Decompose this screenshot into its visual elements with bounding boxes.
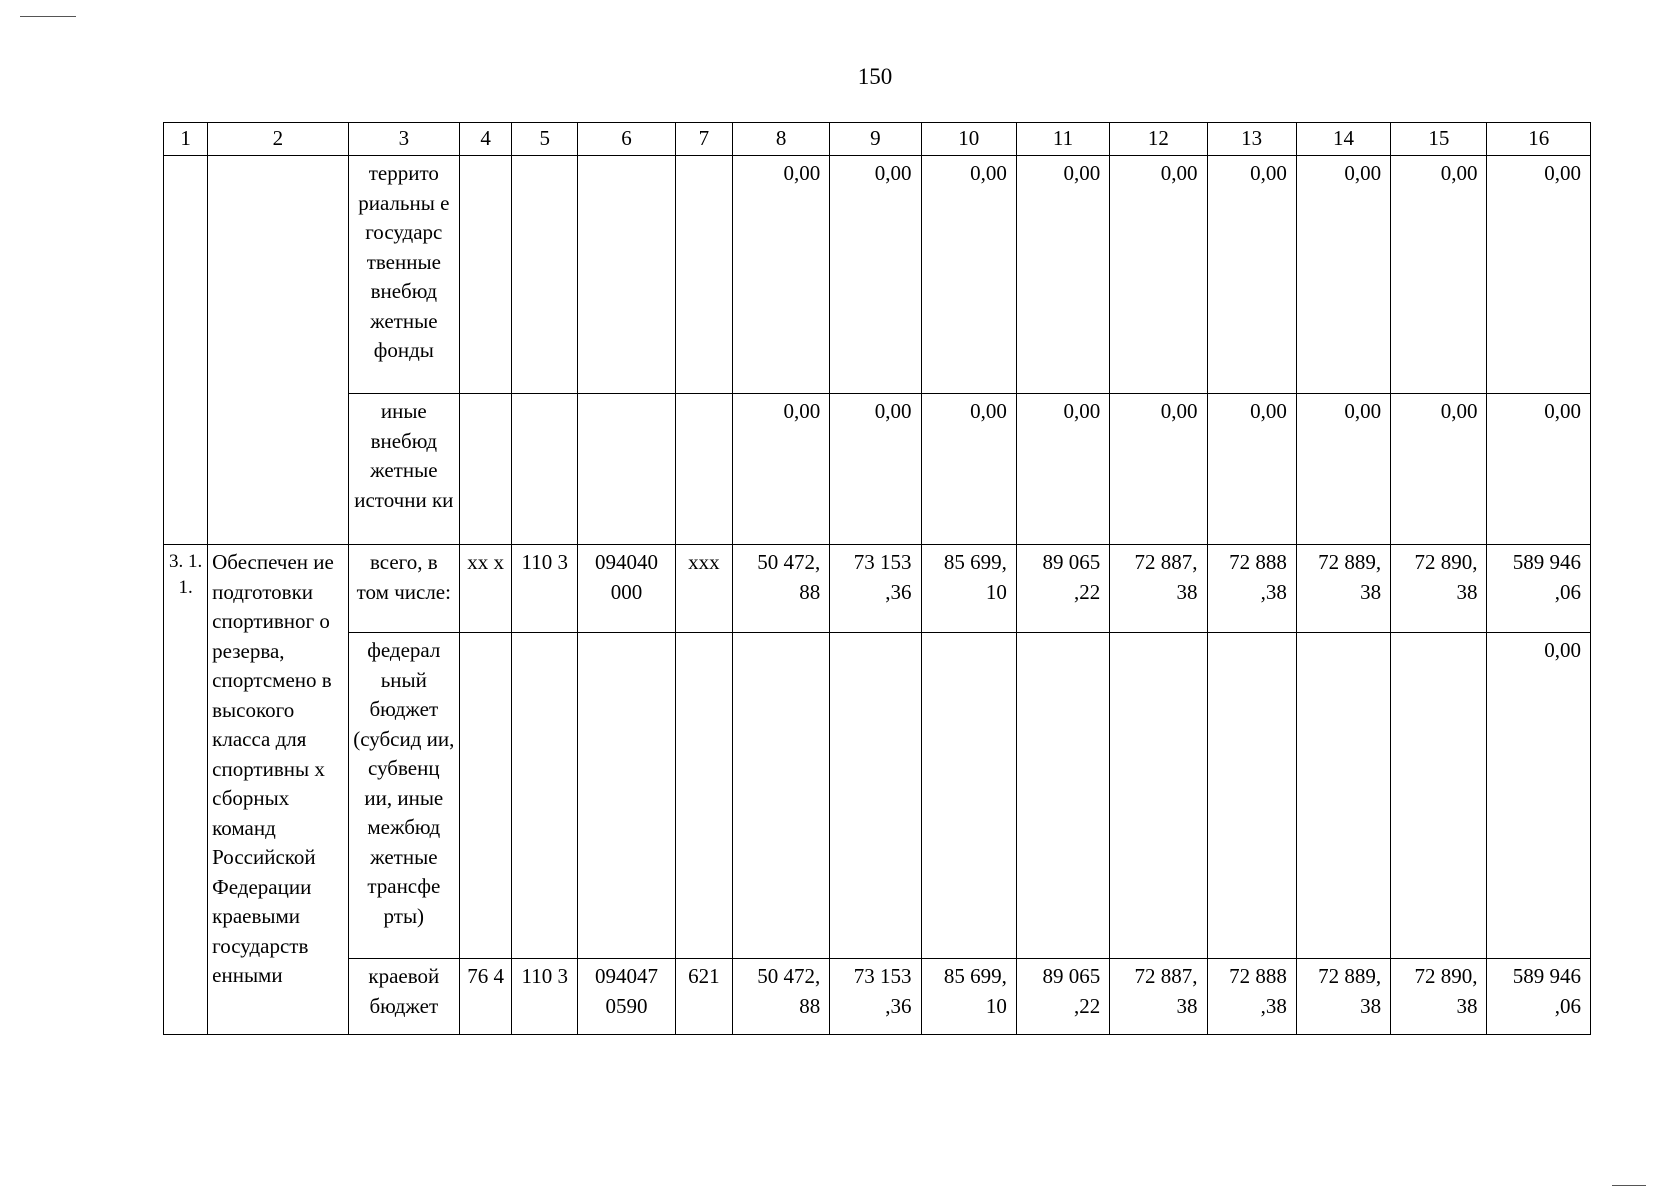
column-header: 9 [830, 123, 921, 156]
funding-source-cell: всего, в том числе: [348, 545, 459, 633]
amount-cell: 89 065 ,22 [1016, 959, 1109, 1035]
funding-source-cell: иные внебюд жетные источни ки [348, 394, 459, 545]
budget-code-cell [460, 633, 512, 959]
scan-edge-mark [20, 16, 76, 17]
amount-cell: 72 888 ,38 [1207, 545, 1296, 633]
budget-table [163, 122, 1591, 1035]
amount-cell: 73 153 ,36 [830, 959, 921, 1035]
amount-cell: 72 890, 38 [1391, 959, 1487, 1035]
amount-cell: 0,00 [921, 394, 1016, 545]
amount-cell [1207, 633, 1296, 959]
amount-cell: 0,00 [1110, 156, 1207, 394]
target-code-cell [578, 394, 675, 545]
amount-cell [732, 633, 829, 959]
table-row-federal-budget [164, 633, 1591, 959]
amount-cell: 72 888 ,38 [1207, 959, 1296, 1035]
funding-source-cell: федерал ьный бюджет (субсид ии, субвенц ии, иные межбюд жетные трансфе рты) [348, 633, 459, 959]
target-code-cell: 094047 0590 [578, 959, 675, 1035]
amount-cell: 0,00 [1016, 156, 1109, 394]
target-code-cell [578, 633, 675, 959]
budget-code-cell [460, 156, 512, 394]
amount-cell: 0,00 [1487, 633, 1591, 959]
amount-cell: 50 472, 88 [732, 959, 829, 1035]
amount-cell: 0,00 [732, 156, 829, 394]
column-header: 13 [1207, 123, 1296, 156]
amount-cell: 0,00 [1207, 156, 1296, 394]
amount-cell: 72 889, 38 [1296, 959, 1390, 1035]
amount-cell: 0,00 [1296, 394, 1390, 545]
amount-cell: 0,00 [1487, 156, 1591, 394]
column-header: 7 [675, 123, 732, 156]
target-code-cell [578, 156, 675, 394]
amount-cell: 0,00 [1487, 394, 1591, 545]
item-number-cell [164, 156, 208, 545]
amount-cell: 0,00 [1391, 156, 1487, 394]
amount-cell: 0,00 [830, 156, 921, 394]
funding-source-cell: краевой бюджет [348, 959, 459, 1035]
amount-cell: 72 889, 38 [1296, 545, 1390, 633]
column-header: 5 [512, 123, 578, 156]
section-code-cell [512, 394, 578, 545]
section-code-cell: 110 3 [512, 959, 578, 1035]
funding-source-cell: террито риальны е государс твенные внебюд жетные фонды [348, 156, 459, 394]
amount-cell: 72 887, 38 [1110, 959, 1207, 1035]
column-header: 12 [1110, 123, 1207, 156]
column-header: 8 [732, 123, 829, 156]
budget-code-cell [460, 394, 512, 545]
amount-cell: 50 472, 88 [732, 545, 829, 633]
column-header: 4 [460, 123, 512, 156]
item-name-cell: Обеспечен ие подготовки спортивног о резерва, спортсмено в высокого класса для спортивны х сборных команд Российской Федерации краевыми государств енными [208, 545, 348, 1035]
amount-cell: 0,00 [732, 394, 829, 545]
target-code-cell: 094040 000 [578, 545, 675, 633]
section-code-cell: 110 3 [512, 545, 578, 633]
column-header: 1 [164, 123, 208, 156]
table-row-total [164, 545, 1591, 633]
amount-cell [1016, 633, 1109, 959]
table-row-territorial-funds [164, 156, 1591, 394]
column-header: 11 [1016, 123, 1109, 156]
amount-cell: 0,00 [1391, 394, 1487, 545]
amount-cell [1296, 633, 1390, 959]
amount-cell [921, 633, 1016, 959]
column-header: 3 [348, 123, 459, 156]
section-code-cell [512, 633, 578, 959]
amount-cell: 589 946 ,06 [1487, 959, 1591, 1035]
amount-cell [1391, 633, 1487, 959]
amount-cell: 89 065 ,22 [1016, 545, 1109, 633]
item-number-cell: 3. 1. 1. [164, 545, 208, 1035]
amount-cell: 73 153 ,36 [830, 545, 921, 633]
column-header: 2 [208, 123, 348, 156]
expense-type-cell [675, 394, 732, 545]
amount-cell: 72 890, 38 [1391, 545, 1487, 633]
expense-type-cell [675, 633, 732, 959]
scan-edge-mark [1612, 1185, 1646, 1186]
item-name-cell [208, 156, 348, 545]
amount-cell [830, 633, 921, 959]
column-header: 16 [1487, 123, 1591, 156]
amount-cell: 85 699, 10 [921, 959, 1016, 1035]
column-header: 10 [921, 123, 1016, 156]
budget-code-cell: хх х [460, 545, 512, 633]
amount-cell: 0,00 [1296, 156, 1390, 394]
column-header: 15 [1391, 123, 1487, 156]
expense-type-cell: 621 [675, 959, 732, 1035]
amount-cell: 72 887, 38 [1110, 545, 1207, 633]
budget-code-cell: 76 4 [460, 959, 512, 1035]
page-number: 150 [857, 64, 893, 89]
amount-cell: 0,00 [1110, 394, 1207, 545]
expense-type-cell [675, 156, 732, 394]
amount-cell: 0,00 [1016, 394, 1109, 545]
table-row-other-sources [164, 394, 1591, 545]
expense-type-cell: ххх [675, 545, 732, 633]
column-header: 14 [1296, 123, 1390, 156]
amount-cell: 589 946 ,06 [1487, 545, 1591, 633]
column-header: 6 [578, 123, 675, 156]
amount-cell [1110, 633, 1207, 959]
section-code-cell [512, 156, 578, 394]
amount-cell: 0,00 [830, 394, 921, 545]
table-row-regional-budget [164, 959, 1591, 1035]
amount-cell: 0,00 [1207, 394, 1296, 545]
amount-cell: 0,00 [921, 156, 1016, 394]
column-number-row [164, 123, 1591, 156]
amount-cell: 85 699, 10 [921, 545, 1016, 633]
